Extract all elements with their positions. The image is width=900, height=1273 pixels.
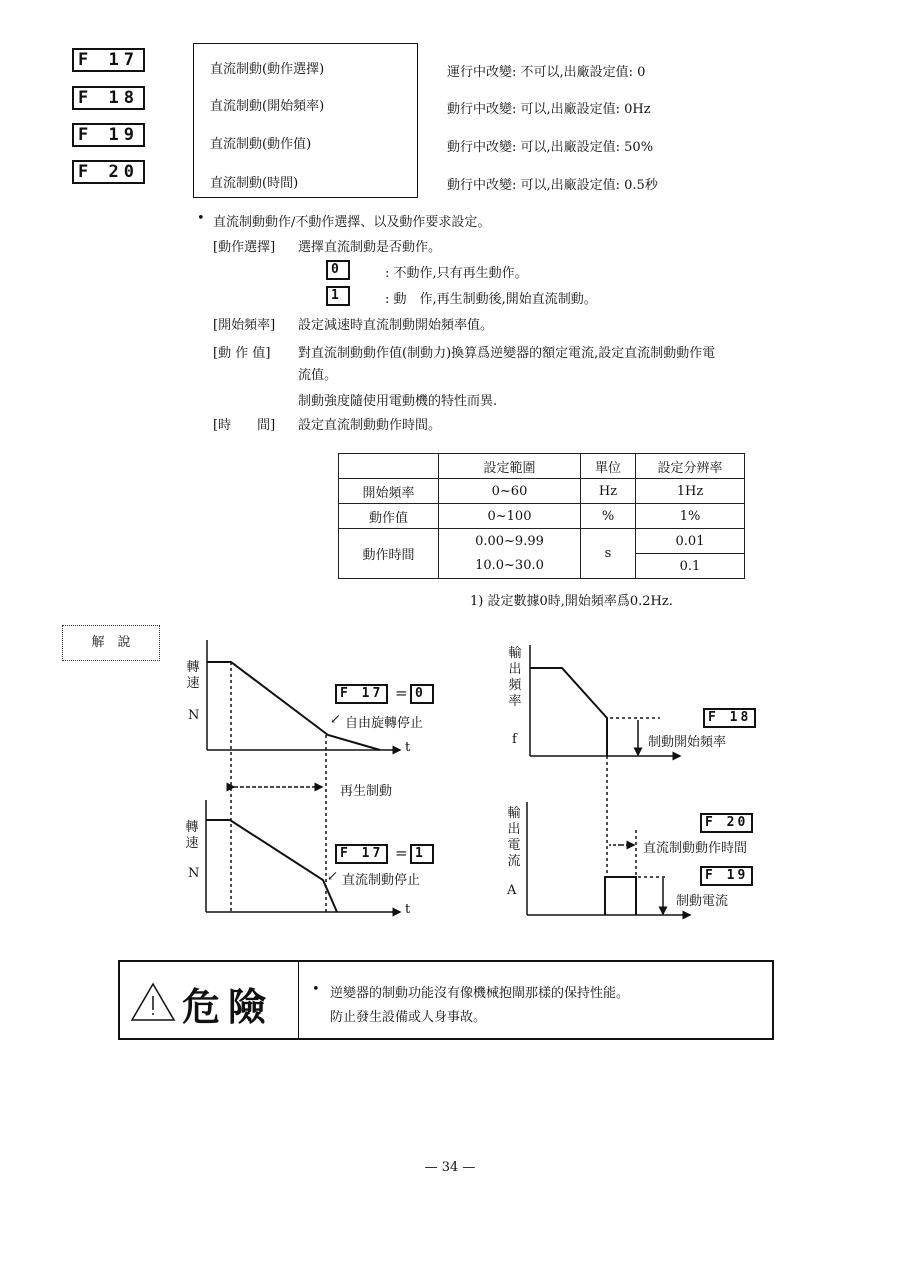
table-cell: 10.0~30.0	[439, 554, 581, 579]
param-code-f17: F 17	[72, 48, 145, 72]
freq-text: 設定減速時直流制動開始頻率值。	[298, 318, 494, 333]
current-pulse	[605, 877, 636, 915]
table-cell: 動作時間	[339, 529, 439, 579]
arrow-icon: ↙	[327, 869, 338, 884]
table-cell: 0.1	[636, 554, 745, 579]
explain-label: 解 說	[62, 625, 160, 661]
table-cell: 0~100	[439, 504, 581, 529]
speed-axis-label: 轉速	[185, 820, 199, 851]
table-header: 設定範圍	[439, 454, 581, 479]
param-code-f19: F 19	[72, 123, 145, 147]
table-cell: Hz	[581, 479, 636, 504]
table-cell: 0~60	[439, 479, 581, 504]
regen-label: 再生制動	[340, 784, 393, 799]
f17-value-0: 0	[410, 684, 434, 704]
table-cell: 1Hz	[636, 479, 745, 504]
sel-label: [動作選擇]	[213, 240, 276, 255]
page-number: — 34 —	[424, 1160, 476, 1175]
axis	[527, 802, 690, 915]
f17-display: F 17	[335, 684, 388, 704]
warning-triangle-icon	[130, 982, 176, 1022]
warning-line1: 逆變器的制動功能沒有像機械抱閘那樣的保持性能。	[330, 986, 630, 1001]
freq-label: [開始頻率]	[213, 318, 276, 333]
desc-bullet: 直流制動動作/不動作選擇、以及動作要求設定。	[213, 215, 491, 230]
table-cell: s	[581, 529, 636, 579]
start-freq-label: 制動開始頻率	[648, 735, 727, 750]
param-info: 動行中改變: 可以,出廠設定值: 0Hz	[447, 102, 651, 117]
opt1-text: : 動 作,再生制動後,開始直流制動。	[385, 292, 597, 307]
param-code-f18: F 18	[72, 86, 145, 110]
table-cell: 0.00~9.99	[439, 529, 581, 554]
warning-line2: 防止發生設備或人身事故。	[330, 1010, 487, 1025]
param-name: 直流制動(動作選擇)	[210, 62, 325, 77]
time-label: [時 間]	[213, 418, 276, 433]
param-name: 直流制動(時間)	[210, 176, 299, 191]
equals-sign: =	[395, 844, 408, 862]
f17-display: F 17	[335, 844, 388, 864]
table-cell: 0.01	[636, 529, 745, 554]
divider	[298, 962, 299, 1038]
time-text: 設定直流制動動作時間。	[298, 418, 442, 433]
dc-stop-label: 直流制動停止	[342, 873, 421, 888]
freq-curve	[530, 668, 607, 756]
bullet-icon: •	[197, 211, 205, 226]
table-cell: 1%	[636, 504, 745, 529]
arrow-icon: ↙	[330, 712, 341, 727]
equals-sign: =	[395, 684, 408, 702]
f-label: f	[512, 732, 517, 747]
val-text2: 流值。	[298, 368, 338, 383]
table-note: 1) 設定數據0時,開始頻率爲0.2Hz.	[470, 594, 673, 609]
n-label: N	[188, 708, 200, 723]
speed-curve-dc	[206, 820, 337, 912]
table-header: 單位	[581, 454, 636, 479]
out-current-axis-label: 輸出電流	[507, 806, 521, 869]
t-label: t	[405, 740, 411, 755]
n-label: N	[188, 866, 200, 881]
f19-display: F 19	[700, 866, 753, 886]
opt1-display: 1	[326, 286, 350, 306]
f18-display: F 18	[703, 708, 756, 728]
speed-axis-label: 轉速	[186, 660, 200, 691]
danger-title: 危險	[182, 985, 275, 1029]
table-cell: %	[581, 504, 636, 529]
speed-curve-free	[207, 662, 380, 750]
param-info: 動行中改變: 可以,出廠設定值: 50%	[447, 140, 654, 155]
table-cell: 開始頻率	[339, 479, 439, 504]
danger-box	[118, 960, 774, 1040]
param-name: 直流制動(開始頻率)	[210, 99, 325, 114]
opt0-text: : 不動作,只有再生動作。	[385, 266, 528, 281]
t-label: t	[405, 902, 411, 917]
val-text3: 制動強度隨使用電動機的特性而異.	[298, 394, 498, 409]
out-freq-axis-label: 輸出頻率	[508, 646, 522, 709]
brake-current-label: 制動電流	[676, 894, 729, 909]
param-info: 運行中改變: 不可以,出廠設定值: 0	[447, 65, 646, 80]
dc-time-label: 直流制動動作時間	[643, 841, 748, 856]
param-code-f20: F 20	[72, 160, 145, 184]
param-info: 動行中改變: 可以,出廠設定值: 0.5秒	[447, 178, 658, 193]
opt0-display: 0	[326, 260, 350, 280]
a-label: A	[507, 883, 517, 898]
table-header: 設定分辨率	[636, 454, 745, 479]
val-text: 對直流制動動作值(制動力)換算爲逆變器的額定電流,設定直流制動動作電	[298, 346, 716, 361]
sel-text: 選擇直流制動是否動作。	[298, 240, 442, 255]
val-label: [動 作 值]	[213, 346, 271, 361]
f17-value-1: 1	[410, 844, 434, 864]
table-cell: 動作值	[339, 504, 439, 529]
free-stop-label: 自由旋轉停止	[345, 716, 424, 731]
f20-display: F 20	[700, 813, 753, 833]
bullet-icon: •	[312, 982, 320, 997]
param-name: 直流制動(動作值)	[210, 137, 312, 152]
